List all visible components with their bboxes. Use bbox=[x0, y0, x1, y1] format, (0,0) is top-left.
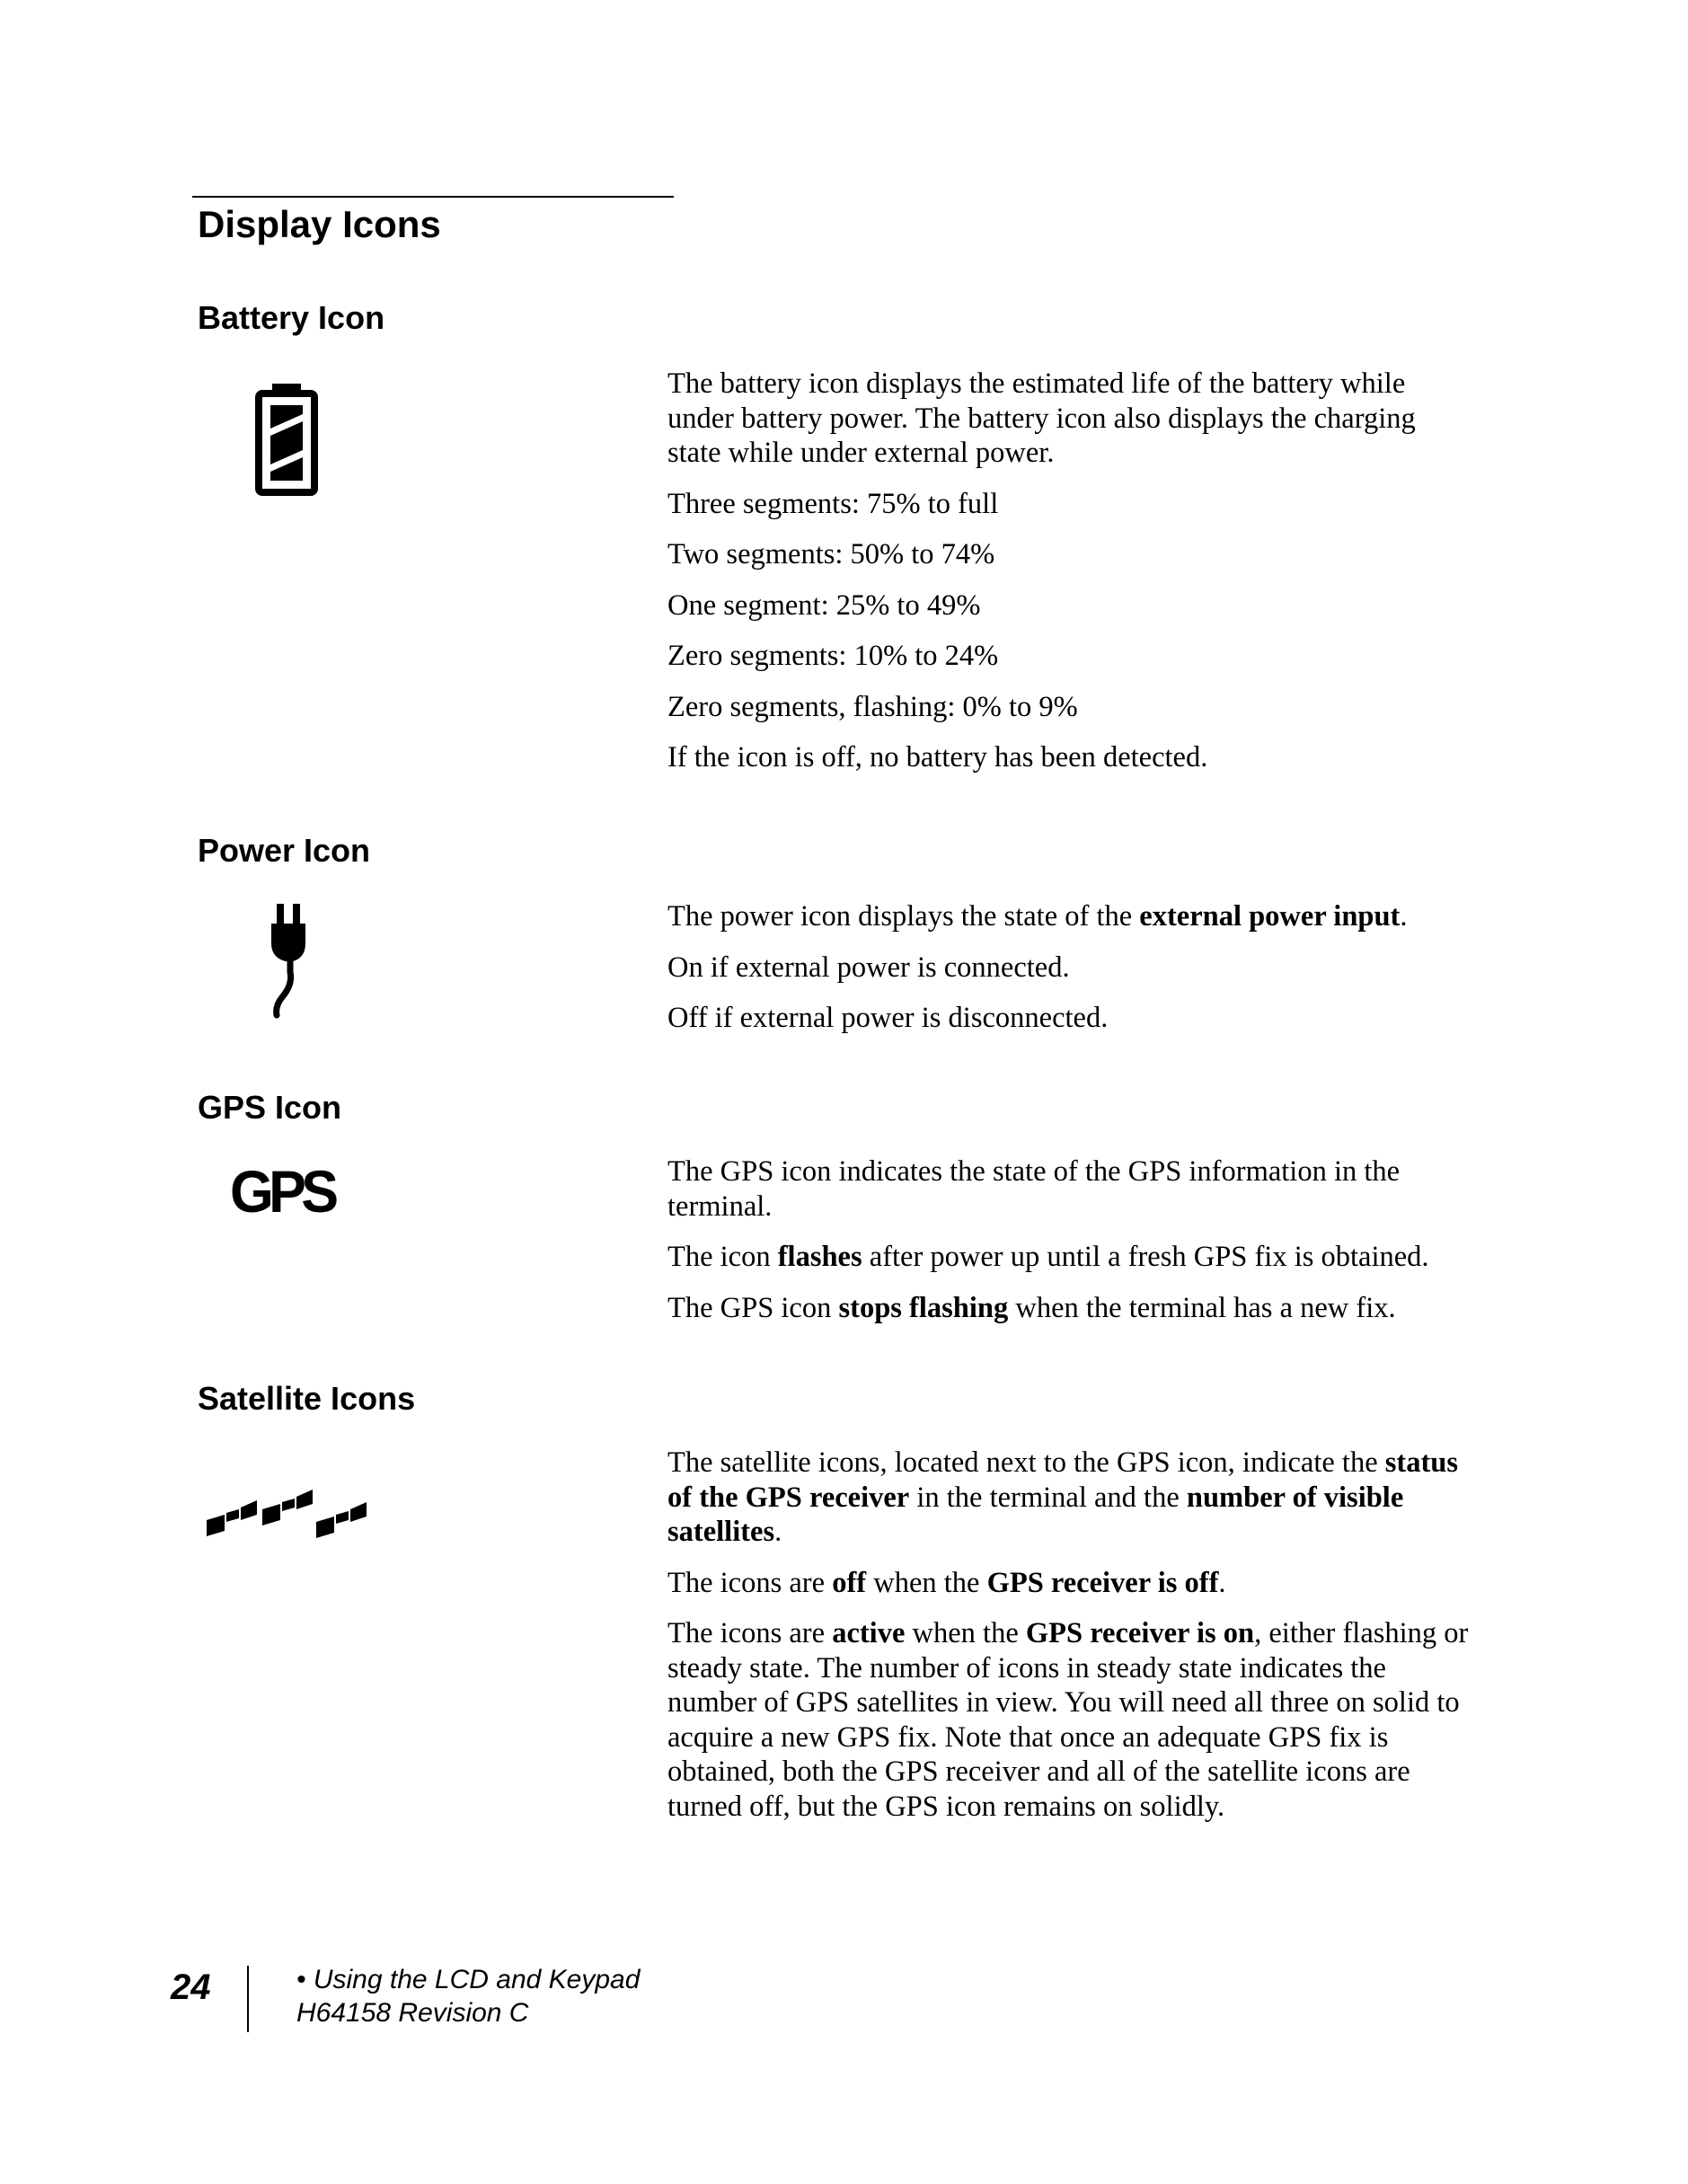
power-description bbox=[667, 899, 1476, 1052]
battery-para-7: If the icon is off, no battery has been detected. bbox=[667, 741, 1208, 774]
footer-chapter: • Using the LCD and Keypad bbox=[296, 1965, 641, 1994]
power-para-2: On if external power is connected. bbox=[667, 951, 1070, 984]
battery-para-3: Two segments: 50% to 74% bbox=[667, 538, 995, 570]
satellite-text: . bbox=[1218, 1566, 1226, 1599]
satellite-icon bbox=[207, 1500, 257, 1536]
gps-bold-text: flashes bbox=[777, 1241, 862, 1273]
gps-para-2 bbox=[667, 1240, 1476, 1275]
satellite-bold-text: number of visible satellites bbox=[667, 1481, 1404, 1548]
battery-para-1: The battery icon displays the estimated life of the battery while under battery power. The battery icon also displays the charging state while under external power. bbox=[667, 367, 1416, 469]
power-bold-text: external power input bbox=[1139, 900, 1401, 933]
gps-heading: GPS Icon bbox=[198, 1089, 342, 1126]
satellite-text: when the bbox=[905, 1617, 1026, 1649]
power-plug-icon bbox=[266, 902, 320, 1019]
satellite-bold-text: active bbox=[832, 1617, 906, 1649]
satellite-bold-text: GPS receiver is on bbox=[1025, 1617, 1255, 1649]
satellite-bold-text: status of the GPS receiver bbox=[667, 1446, 1459, 1514]
power-para-3: Off if external power is disconnected. bbox=[667, 1002, 1109, 1034]
page-number: 24 bbox=[171, 1967, 211, 2007]
power-heading: Power Icon bbox=[198, 832, 371, 869]
battery-para-5: Zero segments: 10% to 24% bbox=[667, 640, 999, 672]
satellite-text: The icons are bbox=[667, 1617, 833, 1649]
footer-revision: H64158 Revision C bbox=[296, 1998, 529, 2028]
satellite-heading: Satellite Icons bbox=[198, 1380, 416, 1417]
satellite-para-2 bbox=[667, 1566, 1476, 1601]
power-text: The power icon displays the state of the bbox=[667, 900, 1140, 933]
satellite-description bbox=[667, 1446, 1476, 1840]
battery-heading: Battery Icon bbox=[198, 299, 385, 336]
gps-text: The GPS icon bbox=[667, 1291, 839, 1324]
gps-icon: GPS bbox=[230, 1158, 334, 1225]
satellite-text: The icons are bbox=[667, 1566, 833, 1599]
satellite-bold-text: off bbox=[832, 1566, 867, 1599]
satellite-text: , either flashing or steady state. The number of icons in steady state indicates the number of GPS satellites in view. You will need all three on solid to acquire a new GPS fix. Note that once an adequate GPS fix is obtained, both the GPS receiver and all of the satellite icons are turned off, but the GPS icon remains on solidly. bbox=[667, 1617, 1469, 1823]
satellite-icon bbox=[316, 1502, 367, 1538]
gps-para-1: The GPS icon indicates the state of the GPS information in the terminal. bbox=[667, 1155, 1401, 1223]
satellite-text: The satellite icons, located next to the GPS icon, indicate the bbox=[667, 1446, 1385, 1479]
power-para-1 bbox=[667, 899, 1476, 934]
battery-description bbox=[667, 367, 1476, 791]
satellite-para-1 bbox=[667, 1446, 1476, 1550]
gps-para-3 bbox=[667, 1291, 1476, 1326]
satellite-text: when the bbox=[866, 1566, 987, 1599]
footer-divider bbox=[247, 1966, 249, 2032]
satellite-para-3 bbox=[667, 1616, 1476, 1824]
gps-description bbox=[667, 1154, 1476, 1341]
satellite-icons bbox=[205, 1479, 376, 1542]
power-text: . bbox=[1400, 900, 1408, 933]
gps-bold-text: stops flashing bbox=[838, 1291, 1009, 1324]
battery-para-4: One segment: 25% to 49% bbox=[667, 588, 981, 622]
page-title: Display Icons bbox=[198, 203, 441, 245]
footer-caption bbox=[296, 1963, 640, 2029]
satellite-text: . bbox=[774, 1516, 782, 1548]
battery-para-6: Zero segments, flashing: 0% to 9% bbox=[667, 690, 1078, 723]
gps-text: after power up until a fresh GPS fix is obtained. bbox=[862, 1241, 1429, 1273]
satellite-text: in the terminal and the bbox=[909, 1481, 1187, 1514]
battery-icon bbox=[254, 382, 319, 497]
battery-para-2: Three segments: 75% to full bbox=[667, 487, 999, 520]
satellite-icon bbox=[262, 1490, 313, 1525]
gps-text: when the terminal has a new fix. bbox=[1008, 1291, 1396, 1324]
title-rule bbox=[192, 196, 674, 198]
gps-text: The icon bbox=[667, 1241, 778, 1273]
satellite-bold-text: GPS receiver is off bbox=[986, 1566, 1219, 1599]
